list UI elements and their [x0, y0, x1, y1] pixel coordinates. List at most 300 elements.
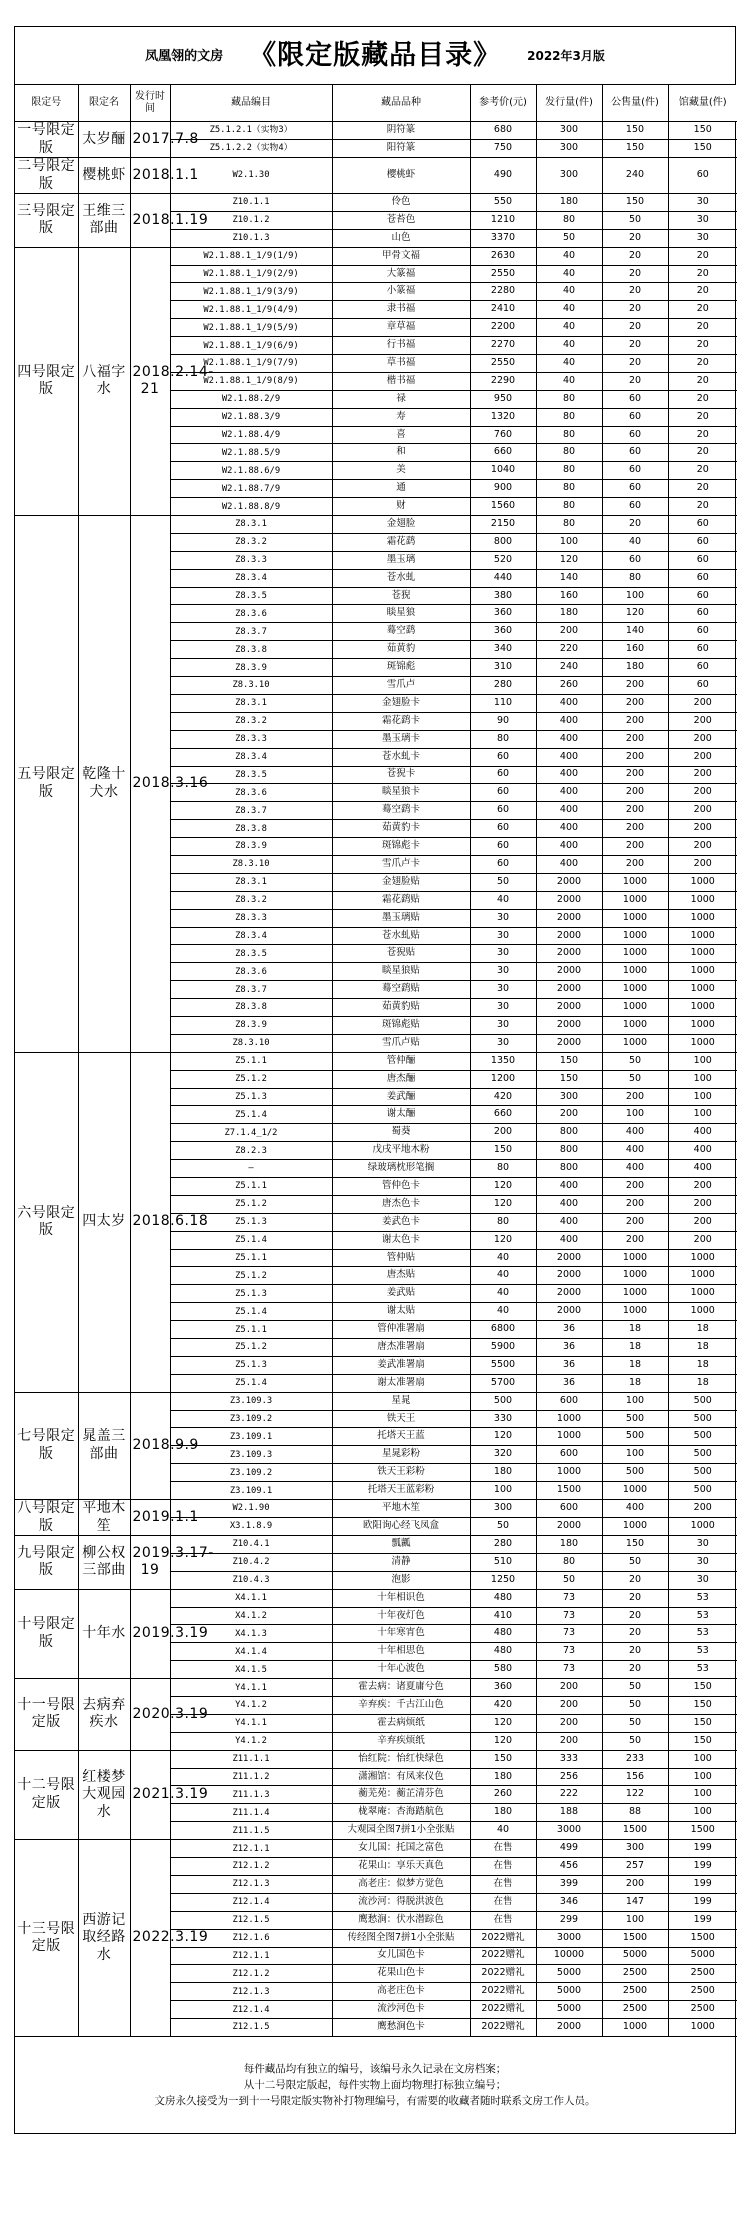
item-name: 戊戌平地木粉	[332, 1142, 470, 1160]
item-issued: 2000	[536, 1016, 602, 1034]
item-name: 樱桃虾	[332, 158, 470, 194]
item-price: 60	[470, 802, 536, 820]
item-price: 60	[470, 766, 536, 784]
item-code: Z8.3.4	[170, 927, 332, 945]
item-collection: 60	[668, 533, 737, 551]
item-name: 甲骨文福	[332, 247, 470, 265]
item-issued: 80	[536, 390, 602, 408]
item-price: 在售	[470, 1840, 536, 1858]
item-public: 20	[602, 1571, 668, 1589]
item-collection: 60	[668, 587, 737, 605]
item-public: 18	[602, 1339, 668, 1357]
item-public: 18	[602, 1356, 668, 1374]
item-collection: 200	[668, 784, 737, 802]
item-price: 2290	[470, 372, 536, 390]
item-issued: 2000	[536, 927, 602, 945]
item-price: 520	[470, 551, 536, 569]
item-issued: 2000	[536, 1267, 602, 1285]
item-collection: 1000	[668, 1285, 737, 1303]
item-price: 180	[470, 1804, 536, 1822]
item-name: 唐杰色卡	[332, 1195, 470, 1213]
edition-number: 六号限定版	[15, 1052, 78, 1392]
item-collection: 30	[668, 194, 737, 212]
edition-number: 十二号限定版	[15, 1750, 78, 1839]
item-public: 233	[602, 1750, 668, 1768]
item-code: Z3.109.3	[170, 1392, 332, 1410]
item-collection: 1000	[668, 873, 737, 891]
item-collection: 100	[668, 1052, 737, 1070]
item-code: Z8.3.6	[170, 963, 332, 981]
col-header-code: 藏品编目	[170, 85, 332, 122]
item-issued: 50	[536, 1571, 602, 1589]
item-public: 150	[602, 194, 668, 212]
item-public: 1000	[602, 2019, 668, 2037]
item-code: X3.1.8.9	[170, 1518, 332, 1536]
edition-date: 2018.2.14-21	[130, 247, 170, 515]
item-public: 300	[602, 1840, 668, 1858]
item-collection: 60	[668, 158, 737, 194]
item-collection: 200	[668, 1231, 737, 1249]
item-collection: 1000	[668, 981, 737, 999]
item-name: 传经图全图7拼1小全张贴	[332, 1929, 470, 1947]
item-public: 500	[602, 1410, 668, 1428]
item-public: 60	[602, 551, 668, 569]
item-code: Z8.3.10	[170, 1034, 332, 1052]
item-collection: 18	[668, 1356, 737, 1374]
item-public: 20	[602, 283, 668, 301]
item-issued: 80	[536, 408, 602, 426]
item-name: 十年相思色	[332, 1643, 470, 1661]
item-name: 高老庄：似梦方觉色	[332, 1875, 470, 1893]
item-public: 50	[602, 1070, 668, 1088]
item-public: 88	[602, 1804, 668, 1822]
item-collection: 1500	[668, 1929, 737, 1947]
item-name: 苍猊	[332, 587, 470, 605]
item-code: W2.1.88.1_1/9(7/9)	[170, 355, 332, 373]
item-issued: 100	[536, 533, 602, 551]
col-header-public: 公售量(件)	[602, 85, 668, 122]
item-collection: 2500	[668, 2001, 737, 2019]
edition-date: 2020.3.19	[130, 1679, 170, 1751]
shop-name: 凤凰翎的文房	[145, 49, 224, 64]
item-code: Z5.1.4	[170, 1106, 332, 1124]
item-public: 100	[602, 1911, 668, 1929]
item-code: Z5.1.2.2（实物4）	[170, 140, 332, 158]
item-issued: 180	[536, 1536, 602, 1554]
item-code: W2.1.88.7/9	[170, 480, 332, 498]
item-code: Z8.3.1	[170, 694, 332, 712]
item-collection: 200	[668, 820, 737, 838]
item-price: 150	[470, 1750, 536, 1768]
item-collection: 60	[668, 659, 737, 677]
item-public: 1000	[602, 981, 668, 999]
item-name: 花果山色卡	[332, 1965, 470, 1983]
item-collection: 200	[668, 802, 737, 820]
item-code: Z12.1.3	[170, 1875, 332, 1893]
item-price: 2550	[470, 355, 536, 373]
item-price: 120	[470, 1732, 536, 1750]
item-code: Z12.1.2	[170, 1965, 332, 1983]
item-collection: 5000	[668, 1947, 737, 1965]
item-collection: 53	[668, 1643, 737, 1661]
item-code: Z10.4.2	[170, 1553, 332, 1571]
item-public: 500	[602, 1428, 668, 1446]
item-code: Z12.1.4	[170, 2001, 332, 2019]
item-issued: 5000	[536, 1983, 602, 2001]
item-name: 唐杰酾	[332, 1070, 470, 1088]
item-code: Z10.1.1	[170, 194, 332, 212]
item-public: 50	[602, 1052, 668, 1070]
item-issued: 2000	[536, 891, 602, 909]
item-name: 清静	[332, 1553, 470, 1571]
item-name: 苍苔色	[332, 211, 470, 229]
item-issued: 73	[536, 1589, 602, 1607]
item-issued: 1000	[536, 1410, 602, 1428]
item-code: Z8.3.6	[170, 784, 332, 802]
item-name: 辛弃疾：千古江山色	[332, 1697, 470, 1715]
item-collection: 1000	[668, 1016, 737, 1034]
item-issued: 220	[536, 641, 602, 659]
item-code: Z3.109.2	[170, 1410, 332, 1428]
item-collection: 500	[668, 1392, 737, 1410]
edition-date: 2018.9.9	[130, 1392, 170, 1499]
item-issued: 80	[536, 462, 602, 480]
item-price: 在售	[470, 1911, 536, 1929]
item-name: 蘅芜苑：蘅芷清芬色	[332, 1786, 470, 1804]
item-code: Z8.3.9	[170, 659, 332, 677]
item-collection: 53	[668, 1607, 737, 1625]
item-code: Z8.3.3	[170, 730, 332, 748]
footer-note-1: 每件藏品均有独立的编号，该编号永久记录在文房档案；	[243, 2062, 507, 2075]
item-code: Z3.109.1	[170, 1428, 332, 1446]
item-price: 2022赠礼	[470, 2001, 536, 2019]
item-name: 铁天王彩粉	[332, 1464, 470, 1482]
item-public: 200	[602, 820, 668, 838]
edition-date: 2019.1.1	[130, 1500, 170, 1536]
edition-name: 红楼梦大观园水	[78, 1750, 130, 1839]
edition-name: 太岁酾	[78, 122, 130, 158]
item-collection: 60	[668, 641, 737, 659]
item-name: 斑锦彪	[332, 659, 470, 677]
item-price: 1350	[470, 1052, 536, 1070]
item-public: 200	[602, 1213, 668, 1231]
item-issued: 36	[536, 1356, 602, 1374]
item-code: Z3.109.1	[170, 1482, 332, 1500]
item-collection: 500	[668, 1410, 737, 1428]
item-issued: 1000	[536, 1428, 602, 1446]
item-price: 110	[470, 694, 536, 712]
item-name: 星晁	[332, 1392, 470, 1410]
item-price: 120	[470, 1428, 536, 1446]
item-issued: 40	[536, 283, 602, 301]
item-collection: 30	[668, 229, 737, 247]
item-code: W2.1.88.1_1/9(6/9)	[170, 337, 332, 355]
item-name: 十年心波色	[332, 1661, 470, 1679]
item-code: W2.1.88.8/9	[170, 498, 332, 516]
item-code: —	[170, 1160, 332, 1178]
item-price: 260	[470, 1786, 536, 1804]
edition-name: 晁盖三部曲	[78, 1392, 130, 1499]
item-price: 180	[470, 1768, 536, 1786]
edition-number: 二号限定版	[15, 158, 78, 194]
item-public: 20	[602, 1625, 668, 1643]
item-name: 苍猊贴	[332, 945, 470, 963]
item-issued: 400	[536, 712, 602, 730]
item-name: 高老庄色卡	[332, 1983, 470, 2001]
item-collection: 1000	[668, 2019, 737, 2037]
item-name: 十年寒宵色	[332, 1625, 470, 1643]
item-public: 400	[602, 1124, 668, 1142]
catalog-title: 《限定版藏品目录》	[249, 40, 502, 71]
item-public: 20	[602, 1589, 668, 1607]
item-price: 1250	[470, 1571, 536, 1589]
item-code: Z5.1.2	[170, 1339, 332, 1357]
item-code: Z11.1.4	[170, 1804, 332, 1822]
item-public: 50	[602, 1714, 668, 1732]
item-price: 50	[470, 1518, 536, 1536]
item-issued: 2000	[536, 2019, 602, 2037]
item-collection: 53	[668, 1589, 737, 1607]
item-collection: 18	[668, 1321, 737, 1339]
item-issued: 40	[536, 355, 602, 373]
item-public: 100	[602, 1392, 668, 1410]
item-public: 1000	[602, 1285, 668, 1303]
item-collection: 18	[668, 1374, 737, 1392]
item-code: W2.1.88.1_1/9(2/9)	[170, 265, 332, 283]
edition-number: 五号限定版	[15, 516, 78, 1053]
item-collection: 60	[668, 551, 737, 569]
item-public: 20	[602, 355, 668, 373]
item-name: 苍猊卡	[332, 766, 470, 784]
item-public: 1000	[602, 945, 668, 963]
item-public: 200	[602, 730, 668, 748]
table-row	[15, 1536, 737, 1554]
item-collection: 1000	[668, 909, 737, 927]
item-name: 阴符篆	[332, 122, 470, 140]
item-name: 伶色	[332, 194, 470, 212]
item-price: 2280	[470, 283, 536, 301]
item-issued: 400	[536, 838, 602, 856]
item-collection: 1000	[668, 963, 737, 981]
item-public: 20	[602, 516, 668, 534]
table-row	[15, 1750, 737, 1768]
edition-number: 十号限定版	[15, 1589, 78, 1678]
edition-name: 四太岁	[78, 1052, 130, 1392]
item-name: 谢太酾	[332, 1106, 470, 1124]
item-issued: 80	[536, 480, 602, 498]
item-collection: 150	[668, 1679, 737, 1697]
item-public: 200	[602, 677, 668, 695]
item-public: 20	[602, 1643, 668, 1661]
item-issued: 400	[536, 766, 602, 784]
item-name: 茹黄豹卡	[332, 820, 470, 838]
col-header-price: 参考价(元)	[470, 85, 536, 122]
item-code: Y4.1.1	[170, 1679, 332, 1697]
table-row	[15, 122, 737, 140]
item-collection: 100	[668, 1804, 737, 1822]
item-code: Z5.1.3	[170, 1356, 332, 1374]
edition-number: 一号限定版	[15, 122, 78, 158]
item-public: 1000	[602, 1303, 668, 1321]
item-code: Z8.3.3	[170, 551, 332, 569]
item-code: Z5.1.2	[170, 1070, 332, 1088]
item-issued: 80	[536, 516, 602, 534]
item-public: 20	[602, 337, 668, 355]
item-public: 200	[602, 748, 668, 766]
item-collection: 30	[668, 1536, 737, 1554]
item-price: 660	[470, 1106, 536, 1124]
item-issued: 2000	[536, 1303, 602, 1321]
edition-name: 樱桃虾	[78, 158, 130, 194]
item-issued: 40	[536, 372, 602, 390]
item-code: W2.1.88.1_1/9(5/9)	[170, 319, 332, 337]
item-issued: 180	[536, 194, 602, 212]
item-price: 2022赠礼	[470, 1983, 536, 2001]
item-name: 辛弃疾烦纸	[332, 1732, 470, 1750]
item-public: 150	[602, 140, 668, 158]
edition-number: 十一号限定版	[15, 1679, 78, 1751]
item-name: 栊翠庵：杏海踏航色	[332, 1804, 470, 1822]
item-price: 800	[470, 533, 536, 551]
item-issued: 200	[536, 1714, 602, 1732]
item-name: 唐杰贴	[332, 1267, 470, 1285]
item-price: 80	[470, 1160, 536, 1178]
item-public: 1500	[602, 1822, 668, 1840]
item-name: 睒星狼卡	[332, 784, 470, 802]
item-collection: 20	[668, 265, 737, 283]
item-public: 1000	[602, 1518, 668, 1536]
item-collection: 400	[668, 1142, 737, 1160]
item-name: 茹黄豹贴	[332, 999, 470, 1017]
edition-name: 乾隆十犬水	[78, 516, 130, 1053]
item-name: 财	[332, 498, 470, 516]
item-public: 1000	[602, 891, 668, 909]
item-public: 40	[602, 533, 668, 551]
item-name: 平地木笙	[332, 1500, 470, 1518]
item-collection: 20	[668, 408, 737, 426]
item-name: 泡影	[332, 1571, 470, 1589]
item-issued: 2000	[536, 873, 602, 891]
item-code: Z10.4.1	[170, 1536, 332, 1554]
item-collection: 1000	[668, 1267, 737, 1285]
item-code: W2.1.88.5/9	[170, 444, 332, 462]
item-collection: 60	[668, 677, 737, 695]
item-public: 2500	[602, 1965, 668, 1983]
item-name: 托塔天王蓝	[332, 1428, 470, 1446]
col-header-collection: 馆藏量(件)	[668, 85, 737, 122]
item-price: 360	[470, 605, 536, 623]
edition-name: 去病弃疾水	[78, 1679, 130, 1751]
item-name: 鹰愁涧：伏水潜踪色	[332, 1911, 470, 1929]
item-issued: 260	[536, 677, 602, 695]
item-collection: 1000	[668, 1303, 737, 1321]
item-collection: 60	[668, 623, 737, 641]
item-price: 2630	[470, 247, 536, 265]
item-collection: 18	[668, 1339, 737, 1357]
item-public: 60	[602, 390, 668, 408]
item-issued: 400	[536, 855, 602, 873]
item-issued: 3000	[536, 1822, 602, 1840]
item-name: 姜武酾	[332, 1088, 470, 1106]
item-issued: 300	[536, 140, 602, 158]
item-issued: 600	[536, 1500, 602, 1518]
item-issued: 346	[536, 1893, 602, 1911]
item-price: 510	[470, 1553, 536, 1571]
item-name: 美	[332, 462, 470, 480]
item-issued: 50	[536, 229, 602, 247]
item-public: 50	[602, 211, 668, 229]
item-code: Z8.2.3	[170, 1142, 332, 1160]
item-name: 管仲酾	[332, 1052, 470, 1070]
item-price: 2200	[470, 319, 536, 337]
item-price: 2550	[470, 265, 536, 283]
item-price: 420	[470, 1697, 536, 1715]
item-code: Z12.1.5	[170, 2019, 332, 2037]
item-issued: 400	[536, 730, 602, 748]
item-public: 60	[602, 426, 668, 444]
item-collection: 100	[668, 1070, 737, 1088]
item-code: Z8.3.2	[170, 712, 332, 730]
item-price: 60	[470, 820, 536, 838]
item-issued: 300	[536, 1088, 602, 1106]
item-collection: 2500	[668, 1983, 737, 2001]
item-price: 490	[470, 158, 536, 194]
item-name: 大篆福	[332, 265, 470, 283]
edition-date: 2017.7.8	[130, 122, 170, 158]
item-public: 180	[602, 659, 668, 677]
item-price: 1320	[470, 408, 536, 426]
item-issued: 400	[536, 1231, 602, 1249]
item-price: 2022赠礼	[470, 2019, 536, 2037]
item-code: W2.1.88.6/9	[170, 462, 332, 480]
edition-number: 十三号限定版	[15, 1840, 78, 2037]
item-code: Z12.1.3	[170, 1983, 332, 2001]
item-code: Z12.1.4	[170, 1893, 332, 1911]
item-name: 雪爪卢	[332, 677, 470, 695]
item-issued: 400	[536, 1195, 602, 1213]
item-public: 80	[602, 569, 668, 587]
item-code: Z8.3.9	[170, 838, 332, 856]
item-public: 20	[602, 1607, 668, 1625]
item-price: 5900	[470, 1339, 536, 1357]
item-issued: 400	[536, 784, 602, 802]
edition-number: 四号限定版	[15, 247, 78, 515]
item-price: 5500	[470, 1356, 536, 1374]
item-code: Z11.1.2	[170, 1768, 332, 1786]
edition-number: 九号限定版	[15, 1536, 78, 1590]
item-code: Z5.1.1	[170, 1249, 332, 1267]
item-collection: 30	[668, 1571, 737, 1589]
item-name: 禄	[332, 390, 470, 408]
item-collection: 20	[668, 355, 737, 373]
item-issued: 73	[536, 1607, 602, 1625]
catalog-footer	[15, 2037, 735, 2133]
item-issued: 399	[536, 1875, 602, 1893]
item-issued: 80	[536, 498, 602, 516]
item-name: 流沙河色卡	[332, 2001, 470, 2019]
item-collection: 500	[668, 1464, 737, 1482]
item-collection: 500	[668, 1428, 737, 1446]
table-row	[15, 1840, 737, 1858]
item-issued: 36	[536, 1374, 602, 1392]
item-price: 440	[470, 569, 536, 587]
item-issued: 5000	[536, 1965, 602, 1983]
item-name: 绿玻璃枕形笔搁	[332, 1160, 470, 1178]
item-issued: 40	[536, 319, 602, 337]
item-collection: 199	[668, 1875, 737, 1893]
item-price: 30	[470, 927, 536, 945]
item-price: 2410	[470, 301, 536, 319]
